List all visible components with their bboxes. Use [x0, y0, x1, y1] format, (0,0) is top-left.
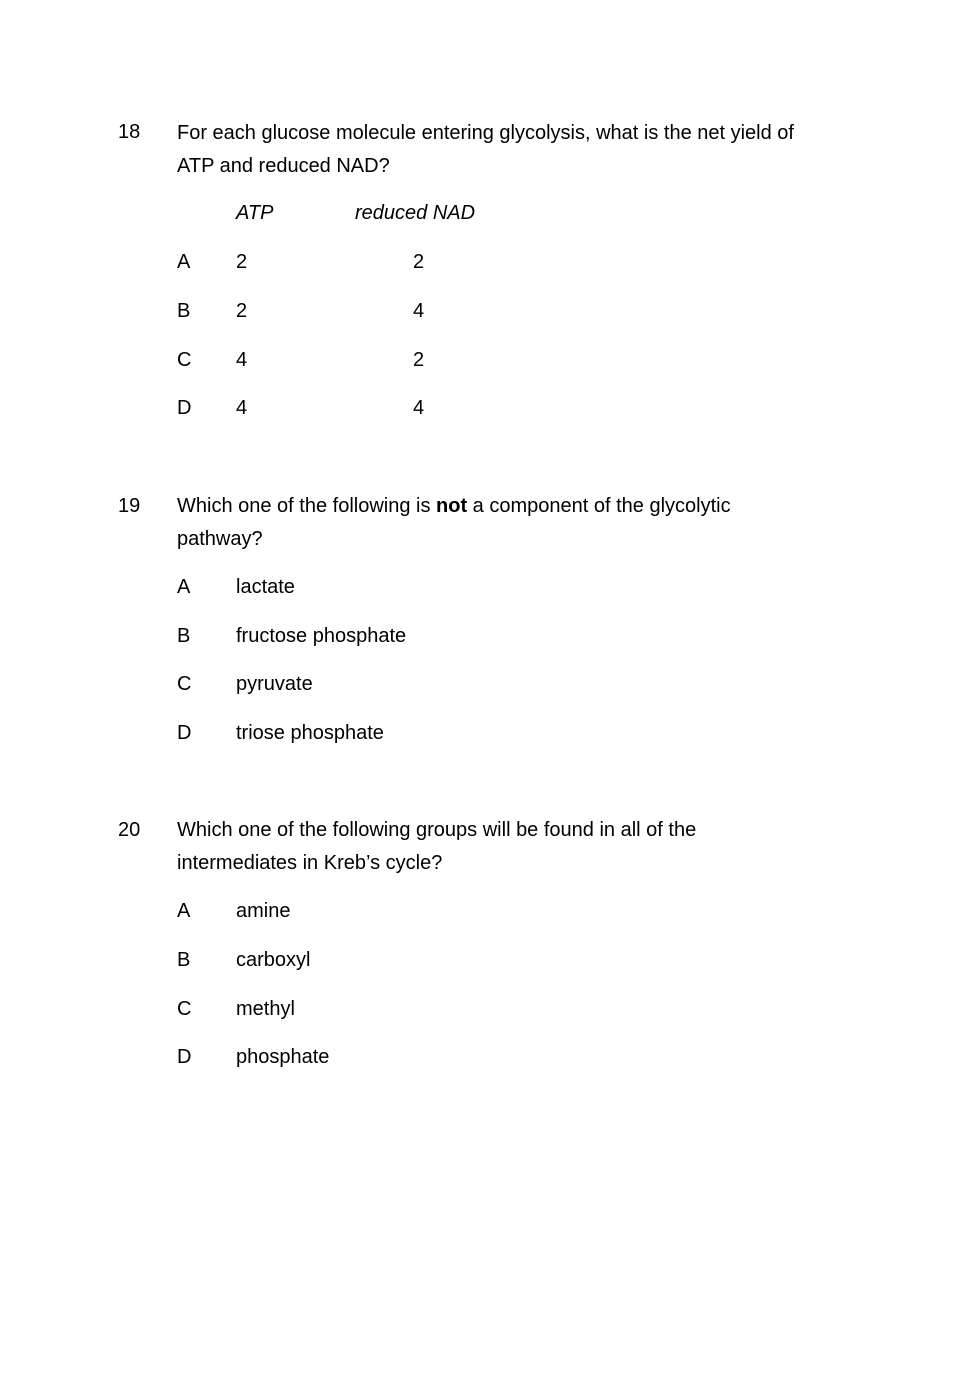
atp-value: 4: [236, 397, 248, 419]
nad-value: 2: [413, 349, 425, 371]
option-text: lactate: [236, 576, 295, 598]
question-number: 19: [118, 495, 141, 517]
option-letter: C: [177, 349, 192, 371]
option-letter: B: [177, 949, 191, 971]
option-text: fructose phosphate: [236, 625, 407, 647]
option-letter: D: [177, 1046, 192, 1068]
question-text-end: a component of the glycolytic: [467, 495, 731, 517]
question-line-2: pathway?: [177, 527, 263, 550]
question-text: [177, 490, 857, 555]
column-header-atp: ATP: [236, 202, 274, 224]
option-text: phosphate: [236, 1046, 330, 1068]
question-text: [177, 814, 857, 879]
question-line-1: For each glucose molecule entering glycolysis, what is the net yield of: [177, 122, 794, 144]
question-text-start: Which one of the following is: [177, 495, 437, 517]
question-line-1: Which one of the following groups will be found in all of the: [177, 819, 697, 841]
option-text: pyruvate: [236, 673, 313, 695]
nad-value: 4: [413, 397, 425, 419]
option-letter: D: [177, 397, 192, 419]
question-line-2: ATP and reduced NAD?: [177, 154, 390, 177]
option-letter: D: [177, 722, 192, 744]
option-letter: C: [177, 998, 192, 1020]
atp-value: 2: [236, 251, 248, 273]
nad-value: 2: [413, 251, 425, 273]
option-letter: A: [177, 576, 191, 598]
option-letter: A: [177, 900, 191, 922]
question-number: 20: [118, 819, 141, 841]
option-text: methyl: [236, 998, 295, 1020]
question-text: [177, 117, 857, 182]
column-header-reduced-nad: reduced NAD: [355, 202, 476, 224]
option-letter: A: [177, 251, 191, 273]
atp-value: 4: [236, 349, 248, 371]
question-line-2: intermediates in Kreb’s cycle?: [177, 851, 443, 874]
option-letter: B: [177, 625, 191, 647]
atp-value: 2: [236, 300, 248, 322]
option-text: carboxyl: [236, 949, 311, 971]
option-letter: B: [177, 300, 191, 322]
question-line-1: [177, 490, 857, 523]
emphasis-not: not: [436, 495, 468, 517]
option-text: amine: [236, 900, 291, 922]
nad-value: 4: [413, 300, 425, 322]
question-number: 18: [118, 121, 141, 143]
option-text: triose phosphate: [236, 722, 384, 744]
option-letter: C: [177, 673, 192, 695]
